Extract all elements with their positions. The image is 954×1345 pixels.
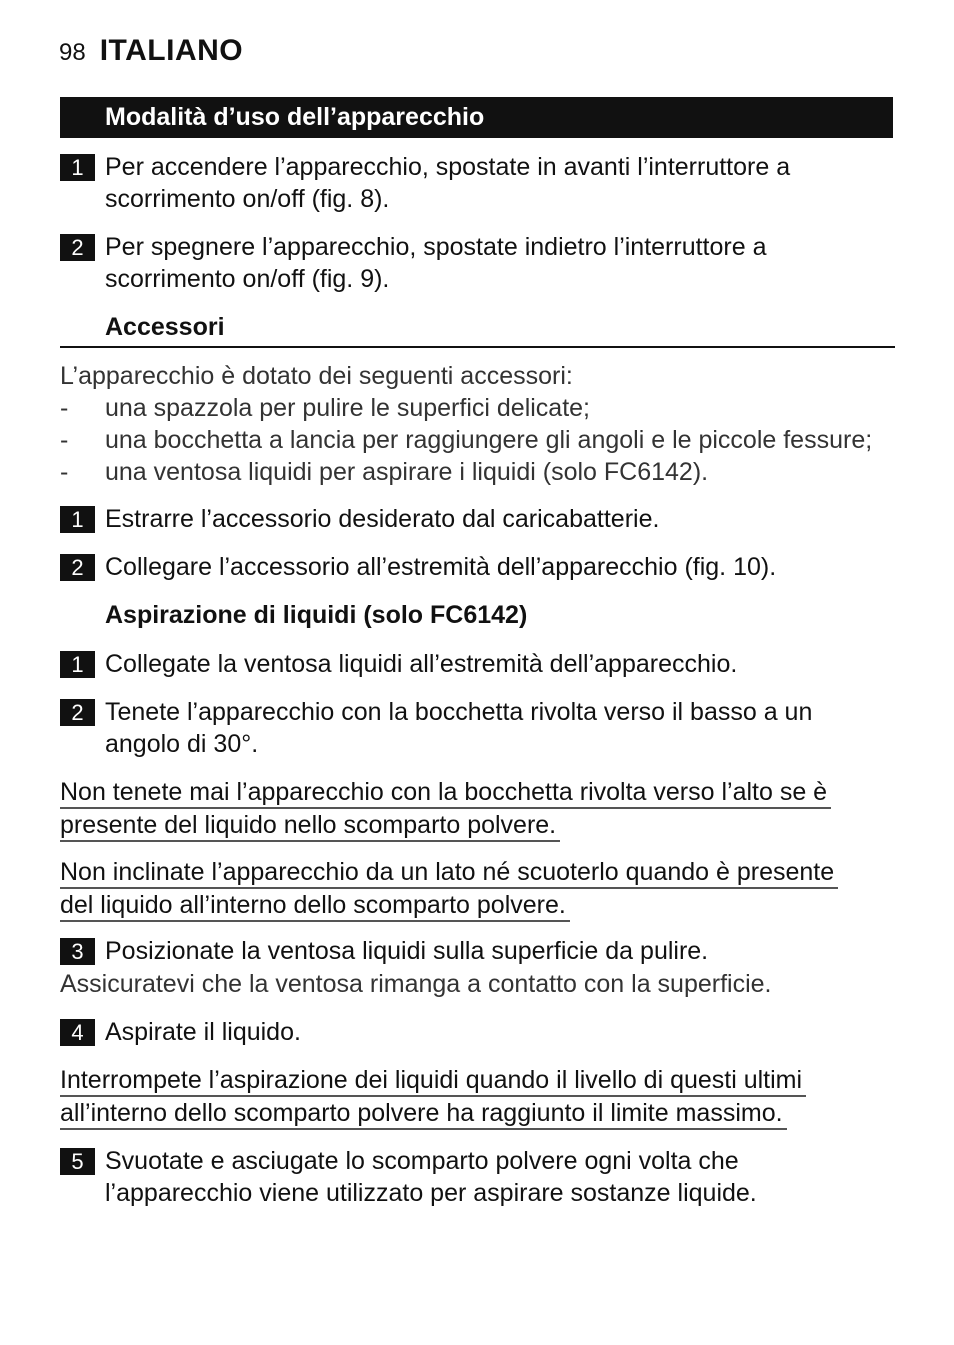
step-number-badge: 3 — [60, 938, 95, 965]
step-text-line: Per accendere l’apparecchio, spostate in avanti l’interruttore a — [105, 153, 791, 181]
warning-line: presente del liquido nello scomparto polvere. — [60, 810, 560, 842]
step-3-note: Assicuratevi che la ventosa rimanga a contatto con la superficie. — [60, 970, 772, 998]
bullet-text: una spazzola per pulire le superfici delicate; — [105, 394, 590, 422]
usage-step-1 — [60, 151, 894, 215]
bullet-text: una ventosa liquidi per aspirare i liquidi (solo FC6142). — [105, 458, 709, 486]
warning-line: Interrompete l’aspirazione dei liquidi quando il livello di questi ultimi — [60, 1065, 806, 1097]
liquids-step-4 — [60, 1016, 894, 1048]
page-number: 98 — [59, 39, 86, 66]
section-title-bar: Modalità d’uso dell’apparecchio — [60, 97, 893, 138]
step-number-badge: 5 — [60, 1148, 95, 1175]
liquids-step-2 — [60, 696, 894, 760]
step-number-badge: 2 — [60, 699, 95, 726]
warning-line: del liquido all’interno dello scomparto polvere. — [60, 890, 570, 922]
warning-1 — [60, 776, 831, 842]
accessory-bullet — [60, 456, 914, 488]
liquids-heading: Aspirazione di liquidi (solo FC6142) — [105, 601, 528, 629]
liquids-step-1 — [60, 648, 894, 680]
step-number-badge: 1 — [60, 506, 95, 533]
step-text-line: Aspirate il liquido. — [105, 1018, 301, 1046]
accessory-step-2 — [60, 551, 894, 583]
step-text-line: angolo di 30°. — [105, 730, 259, 758]
step-text-line: Posizionate la ventosa liquidi sulla superficie da pulire. — [105, 937, 709, 965]
warning-line: all’interno dello scomparto polvere ha raggiunto il limite massimo. — [60, 1098, 787, 1130]
language-title: ITALIANO — [99, 34, 244, 67]
step-number-badge: 2 — [60, 234, 95, 261]
step-text-line: Svuotate e asciugate lo scomparto polvere ogni volta che — [105, 1147, 739, 1175]
warning-line: Non inclinate l’apparecchio da un lato né scuoterlo quando è presente — [60, 857, 838, 889]
step-text-line: Collegare l’accessorio all’estremità dell’apparecchio (fig. 10). — [105, 553, 777, 581]
heading-rule — [60, 346, 895, 348]
accessory-step-1 — [60, 503, 894, 535]
step-text-line: Collegate la ventosa liquidi all’estremità dell’apparecchio. — [105, 650, 738, 678]
accessory-bullet — [60, 392, 914, 424]
step-number-badge: 1 — [60, 651, 95, 678]
step-text-line: scorrimento on/off (fig. 9). — [105, 265, 390, 293]
accessories-heading: Accessori — [105, 313, 225, 341]
step-text-line: l’apparecchio viene utilizzato per aspirare sostanze liquide. — [105, 1179, 757, 1207]
liquids-step-3 — [60, 935, 894, 967]
step-number-badge: 1 — [60, 154, 95, 181]
warning-3 — [60, 1064, 806, 1130]
step-number-badge: 2 — [60, 554, 95, 581]
step-text-line: Per spegnere l’apparecchio, spostate indietro l’interruttore a — [105, 233, 767, 261]
bullet-dash: - — [60, 426, 69, 454]
bullet-text: una bocchetta a lancia per raggiungere gli angoli e le piccole fessure; — [105, 426, 873, 454]
warning-2 — [60, 856, 838, 922]
usage-step-2 — [60, 231, 894, 295]
bullet-dash: - — [60, 458, 69, 486]
step-text-line: scorrimento on/off (fig. 8). — [105, 185, 390, 213]
bullet-dash: - — [60, 394, 69, 422]
page-header — [59, 34, 243, 74]
step-text-line: Tenete l’apparecchio con la bocchetta rivolta verso il basso a un — [105, 698, 813, 726]
accessory-bullet — [60, 424, 914, 456]
accessories-intro: L’apparecchio è dotato dei seguenti accessori: — [60, 362, 573, 390]
step-number-badge: 4 — [60, 1019, 95, 1046]
warning-line: Non tenete mai l’apparecchio con la bocchetta rivolta verso l’alto se è — [60, 777, 831, 809]
step-text-line: Estrarre l’accessorio desiderato dal caricabatterie. — [105, 505, 660, 533]
liquids-step-5 — [60, 1145, 894, 1209]
